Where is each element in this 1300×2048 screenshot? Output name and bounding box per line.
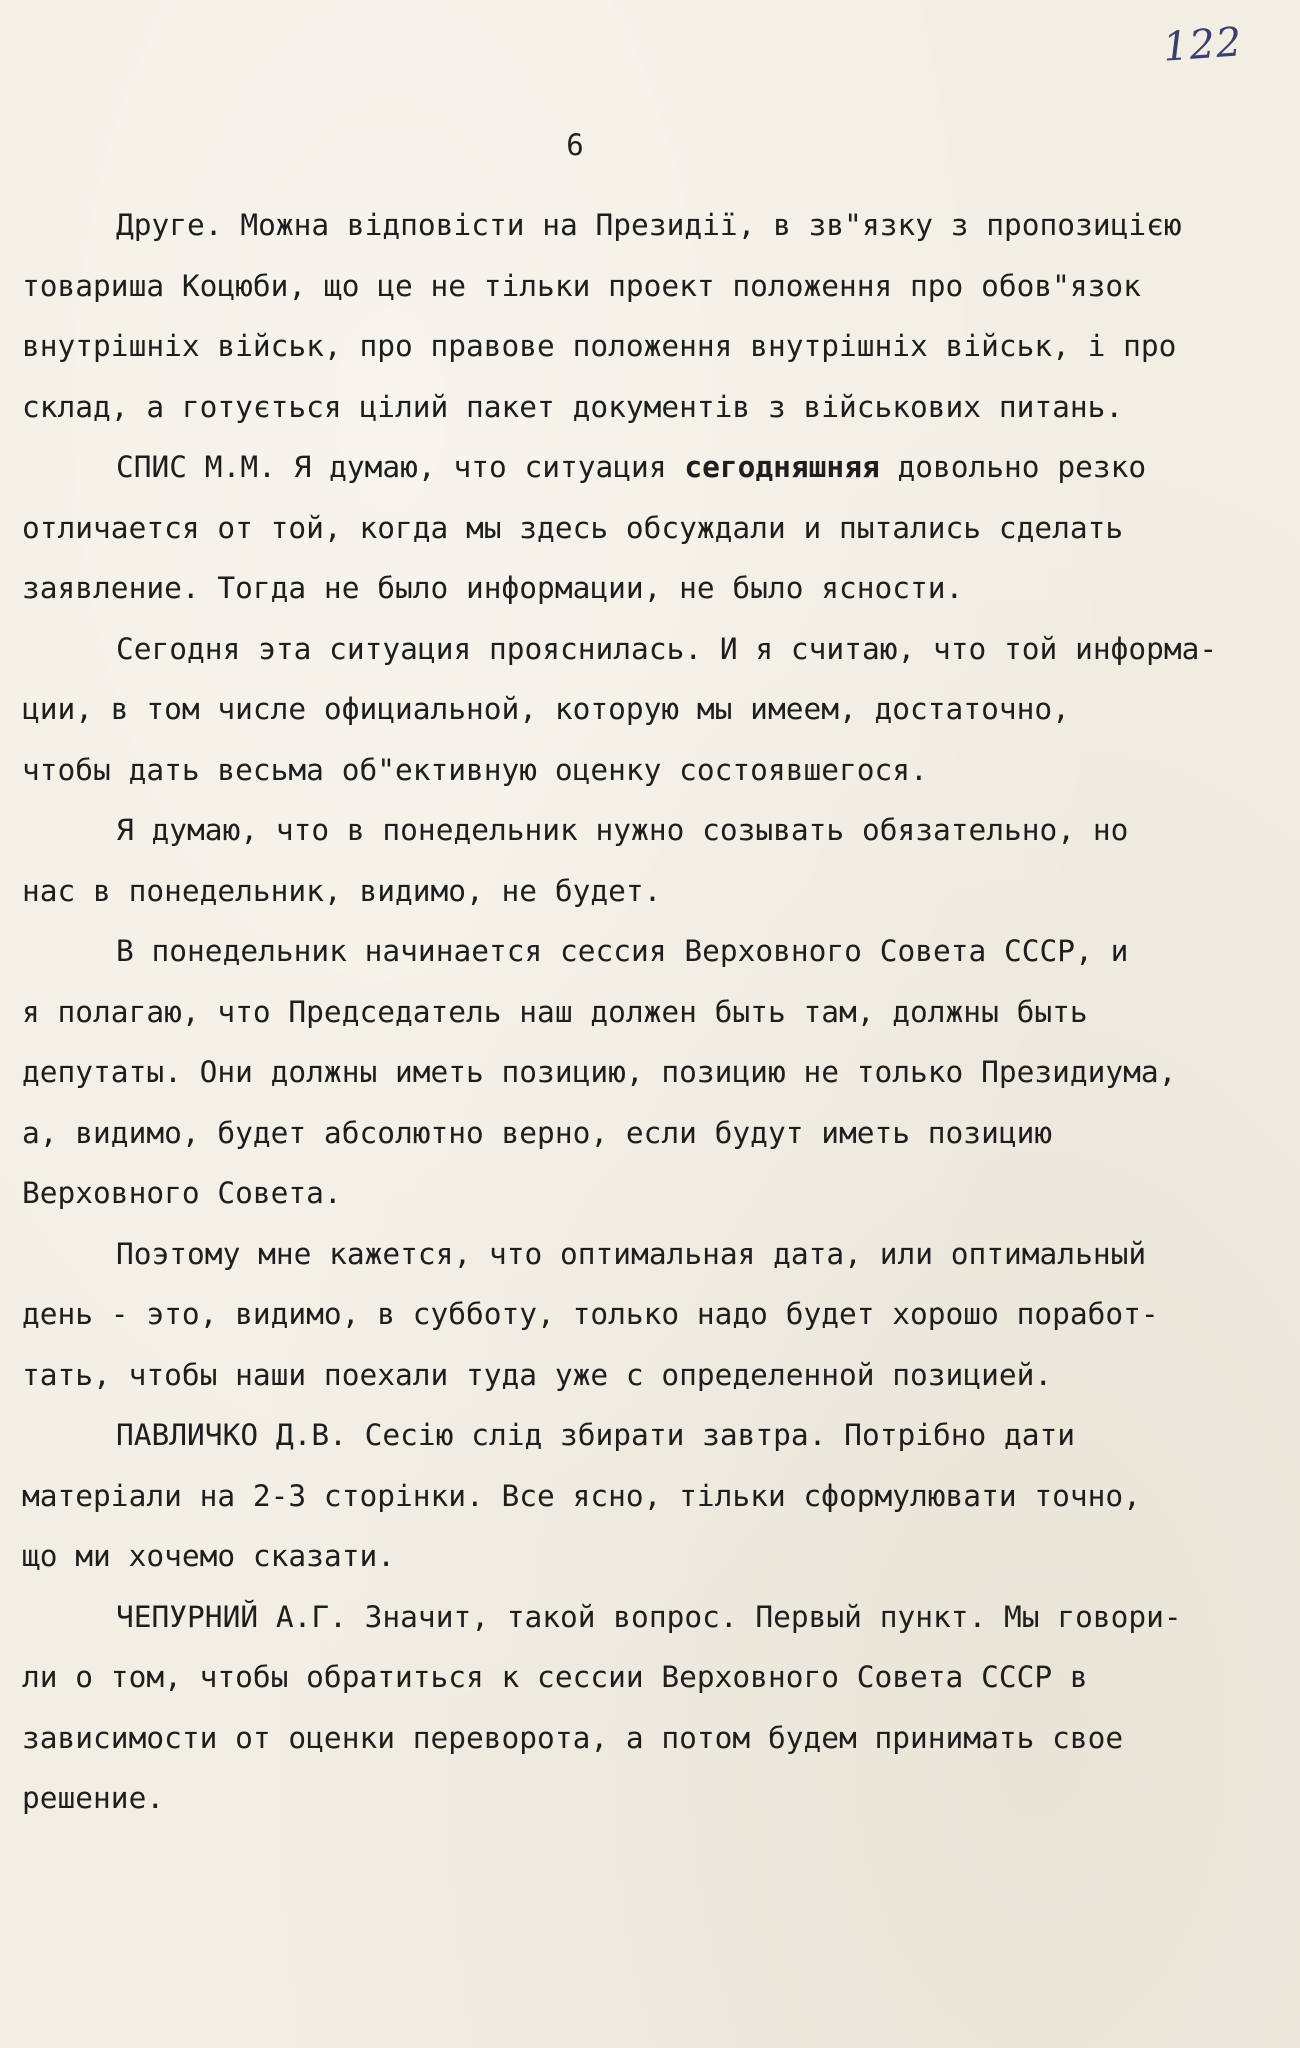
text-line [22, 740, 1282, 801]
text-segment: депутаты. Они должны иметь позицию, позицию не только Президиума, [22, 1055, 1177, 1089]
text-segment: тать, чтобы наши поехали туда уже с определенной позицией. [22, 1357, 1053, 1392]
text-segment: матеріали на 2-3 сторінки. Все ясно, тільки сформулювати точно, [22, 1478, 1141, 1513]
text-line [22, 1768, 1282, 1829]
text-segment: внутрішніх військ, про правове положення внутрішніх військ, і про [22, 329, 1177, 363]
text-line [22, 377, 1282, 438]
text-segment: СПИС М.М. Я думаю, что ситуация [116, 450, 685, 484]
text-line [22, 861, 1282, 922]
text-segment: Друге. Можна відповісти на Президії, в зв"язку з пропозицією [116, 208, 1182, 242]
text-segment: Верховного Совета. [22, 1176, 342, 1210]
text-segment: ПАВЛИЧКО Д.В. Сесію слід збирати завтра. Потрібно дати [116, 1418, 1076, 1452]
text-segment: довольно резко [879, 450, 1147, 484]
text-segment: Сегодня эта ситуация прояснилась. И я считаю, что той информа- [116, 631, 1218, 666]
text-line [22, 679, 1282, 740]
inserted-word: сегодняшняя [684, 450, 880, 484]
text-line [22, 619, 1282, 680]
text-segment: ции, в том числе официальной, которую мы имеем, достаточно, [22, 692, 1070, 726]
text-segment: решение. [22, 1781, 165, 1815]
text-segment: нас в понедельник, видимо, не будет. [22, 873, 662, 908]
text-segment: чтобы дать весьма об"ективную оценку состоявшегося. [22, 752, 928, 787]
text-line [22, 558, 1282, 619]
text-segment: я полагаю, что Председатель наш должен быть там, должны быть [22, 994, 1088, 1029]
text-line [22, 1466, 1282, 1527]
text-segment: а, видимо, будет абсолютно верно, если будут иметь позицию [22, 1115, 1053, 1150]
text-segment: склад, а готується цілий пакет документів з військових питань. [22, 389, 1124, 424]
text-segment: отличается от той, когда мы здесь обсуждали и пытались сделать [22, 510, 1124, 545]
body-text [22, 195, 1282, 1829]
text-segment: ЧЕПУРНИЙ А.Г. Значит, такой вопрос. Первый пункт. Мы говори- [116, 1599, 1182, 1634]
text-line [22, 1405, 1282, 1466]
text-line [22, 1587, 1282, 1648]
text-line [22, 800, 1282, 861]
text-line [22, 1284, 1282, 1345]
text-segment: товариша Коцюби, що це не тільки проект положення про обов"язок [22, 268, 1141, 303]
text-segment: що ми хочемо сказати. [22, 1539, 395, 1573]
text-line [22, 256, 1282, 317]
page-number: 6 [566, 128, 584, 162]
text-line [22, 982, 1282, 1043]
text-line [22, 921, 1282, 982]
text-line [22, 195, 1282, 256]
text-line [22, 1103, 1282, 1164]
text-segment: заявление. Тогда не было информации, не было ясности. [22, 571, 964, 605]
text-line [22, 498, 1282, 559]
text-segment: Поэтому мне кажется, что оптимальная дата, или оптимальный [116, 1236, 1147, 1271]
text-segment: зависимости от оценки переворота, а потом будем принимать свое [22, 1720, 1124, 1755]
text-line [22, 1042, 1282, 1103]
text-segment: ли о том, чтобы обратиться к сессии Верховного Совета СССР в [22, 1660, 1088, 1694]
text-line [22, 1526, 1282, 1587]
text-line [22, 1163, 1282, 1224]
text-line [22, 1647, 1282, 1708]
text-line [22, 437, 1282, 498]
text-line [22, 1708, 1282, 1769]
archive-folio-number: 122 [1161, 19, 1244, 71]
text-line [22, 1224, 1282, 1285]
text-line [22, 316, 1282, 377]
text-segment: В понедельник начинается сессия Верховного Совета СССР, и [116, 934, 1129, 968]
text-segment: Я думаю, что в понедельник нужно созывать обязательно, но [116, 813, 1129, 847]
text-segment: день - это, видимо, в субботу, только надо будет хорошо поработ- [22, 1297, 1159, 1331]
text-line [22, 1345, 1282, 1406]
